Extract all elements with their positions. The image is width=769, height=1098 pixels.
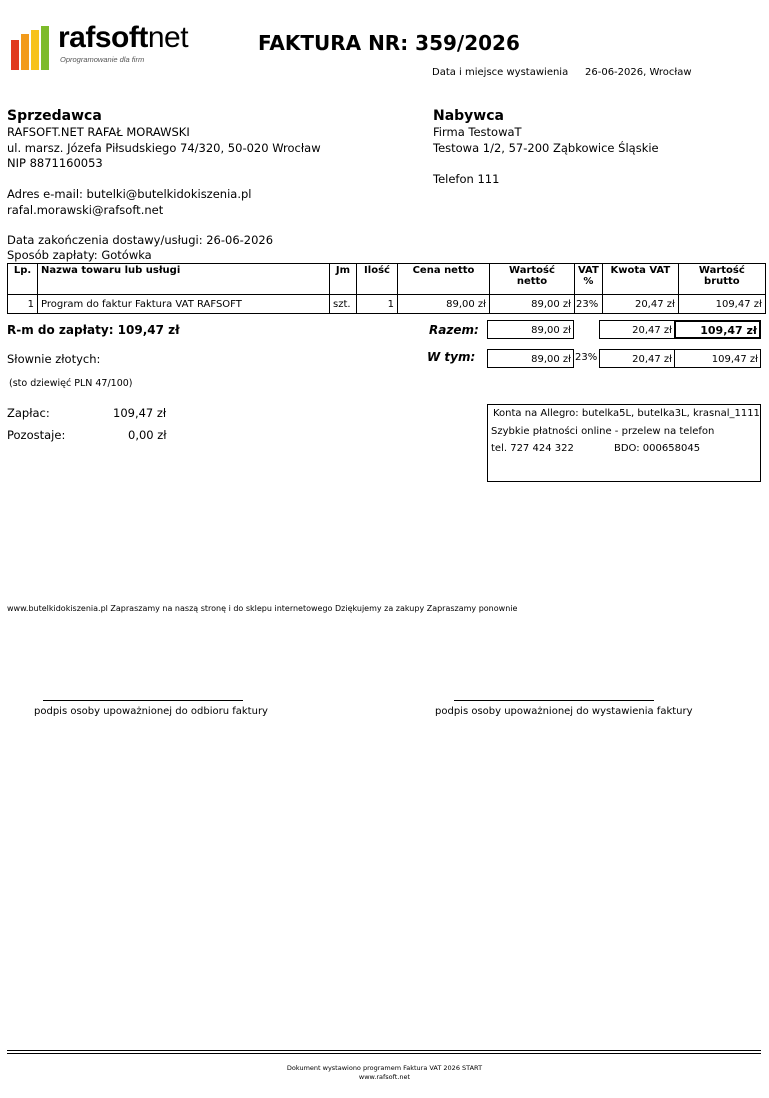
- info-phone: tel. 727 424 322: [491, 443, 574, 454]
- paid-label: Zapłac:: [7, 406, 50, 420]
- col-vat-amount: Kwota VAT: [602, 264, 678, 295]
- row-name: Program do faktur Faktura VAT RAFSOFT: [38, 295, 330, 314]
- col-vat: VAT %: [575, 264, 603, 295]
- info-allegro: Konta na Allegro: butelka5L, butelka3L, krasnal_1111: [493, 408, 760, 419]
- col-gross: Wartość brutto: [678, 264, 765, 295]
- invoice-title: FAKTURA NR: 359/2026: [258, 31, 520, 55]
- logo-tagline: Oprogramowanie dla firm: [60, 55, 145, 64]
- razem-gross: 109,47 zł: [674, 320, 761, 339]
- col-name: Nazwa towaru lub usługi: [38, 264, 330, 295]
- info-box: [487, 404, 761, 482]
- bottom-divider-1: [7, 1050, 761, 1051]
- buyer-heading: Nabywca: [433, 108, 504, 124]
- seller-email: Adres e-mail: butelki@butelkidokiszenia.pl: [7, 187, 252, 201]
- row-qty: 1: [357, 295, 398, 314]
- delivery-date: Data zakończenia dostawy/usługi: 26-06-2026: [7, 233, 274, 247]
- info-bdo: BDO: 000658045: [614, 443, 701, 454]
- issue-value: 26-06-2026, Wrocław: [585, 67, 692, 78]
- buyer-address: Testowa 1/2, 57-200 Ząbkowice Śląskie: [433, 141, 659, 155]
- wtym-label: W tym:: [427, 350, 476, 364]
- paid-value: 109,47 zł: [113, 406, 167, 420]
- razem-vat: 20,47 zł: [599, 320, 675, 339]
- bottom-divider-2: [7, 1053, 761, 1054]
- signature-left-label: podpis osoby upoważnionej do odbioru faktury: [34, 706, 268, 717]
- table-header-row: [8, 264, 766, 295]
- wtym-rate: 23%: [575, 352, 598, 363]
- amount-to-pay: R-m do zapłaty: 109,47 zł: [7, 323, 180, 337]
- buyer-phone: Telefon 111: [433, 172, 500, 186]
- amount-in-words: (sto dziewięć PLN 47/100): [9, 378, 133, 389]
- row-vat-amount: 20,47 zł: [602, 295, 678, 314]
- seller-nip: NIP 8871160053: [7, 156, 103, 170]
- wtym-net: 89,00 zł: [487, 349, 574, 368]
- row-lp: 1: [8, 295, 38, 314]
- remaining-label: Pozostaje:: [7, 428, 66, 442]
- col-net: Wartość netto: [490, 264, 575, 295]
- row-gross: 109,47 zł: [678, 295, 765, 314]
- logo-wordmark: rafsoftnet: [58, 21, 189, 54]
- wtym-gross: 109,47 zł: [674, 349, 761, 368]
- razem-net: 89,00 zł: [487, 320, 574, 339]
- col-qty: Ilość: [357, 264, 398, 295]
- wtym-vat: 20,47 zł: [599, 349, 675, 368]
- razem-label: Razem:: [429, 323, 479, 337]
- payment-method: Sposób zapłaty: Gotówka: [7, 248, 152, 262]
- info-payments: Szybkie płatności online - przelew na telefon: [491, 426, 715, 437]
- bottom-url: www.rafsoft.net: [358, 1073, 411, 1081]
- bottom-generated-by: Dokument wystawiono programem Faktura VAT 2026 START: [286, 1064, 483, 1072]
- row-jm: szt.: [330, 295, 357, 314]
- seller-name: RAFSOFT.NET RAFAŁ MORAWSKI: [7, 125, 190, 139]
- row-net: 89,00 zł: [490, 295, 575, 314]
- buyer-name: Firma TestowaT: [433, 125, 522, 139]
- seller-email2: rafal.morawski@rafsoft.net: [7, 203, 164, 217]
- col-lp: Lp.: [8, 264, 38, 295]
- logo-icon: [10, 26, 52, 72]
- seller-address: ul. marsz. Józefa Piłsudskiego 74/320, 50-020 Wrocław: [7, 141, 321, 155]
- signature-right-label: podpis osoby upoważnionej do wystawienia faktury: [435, 706, 693, 717]
- signature-line-left: [43, 700, 243, 701]
- signature-line-right: [454, 700, 654, 701]
- seller-heading: Sprzedawca: [7, 108, 102, 124]
- row-price: 89,00 zł: [398, 295, 490, 314]
- footer-note: www.butelkidokiszenia.pl Zapraszamy na naszą stronę i do sklepu internetowego Dziękujemy za zakupy Zapraszamy ponownie: [7, 604, 518, 613]
- col-jm: Jm: [330, 264, 357, 295]
- issue-label: Data i miejsce wystawienia: [432, 67, 569, 78]
- remaining-value: 0,00 zł: [128, 428, 167, 442]
- row-vat: 23%: [575, 295, 603, 314]
- table-row: [8, 295, 766, 314]
- words-label: Słownie złotych:: [7, 352, 101, 366]
- items-table: [7, 263, 766, 314]
- col-price: Cena netto: [398, 264, 490, 295]
